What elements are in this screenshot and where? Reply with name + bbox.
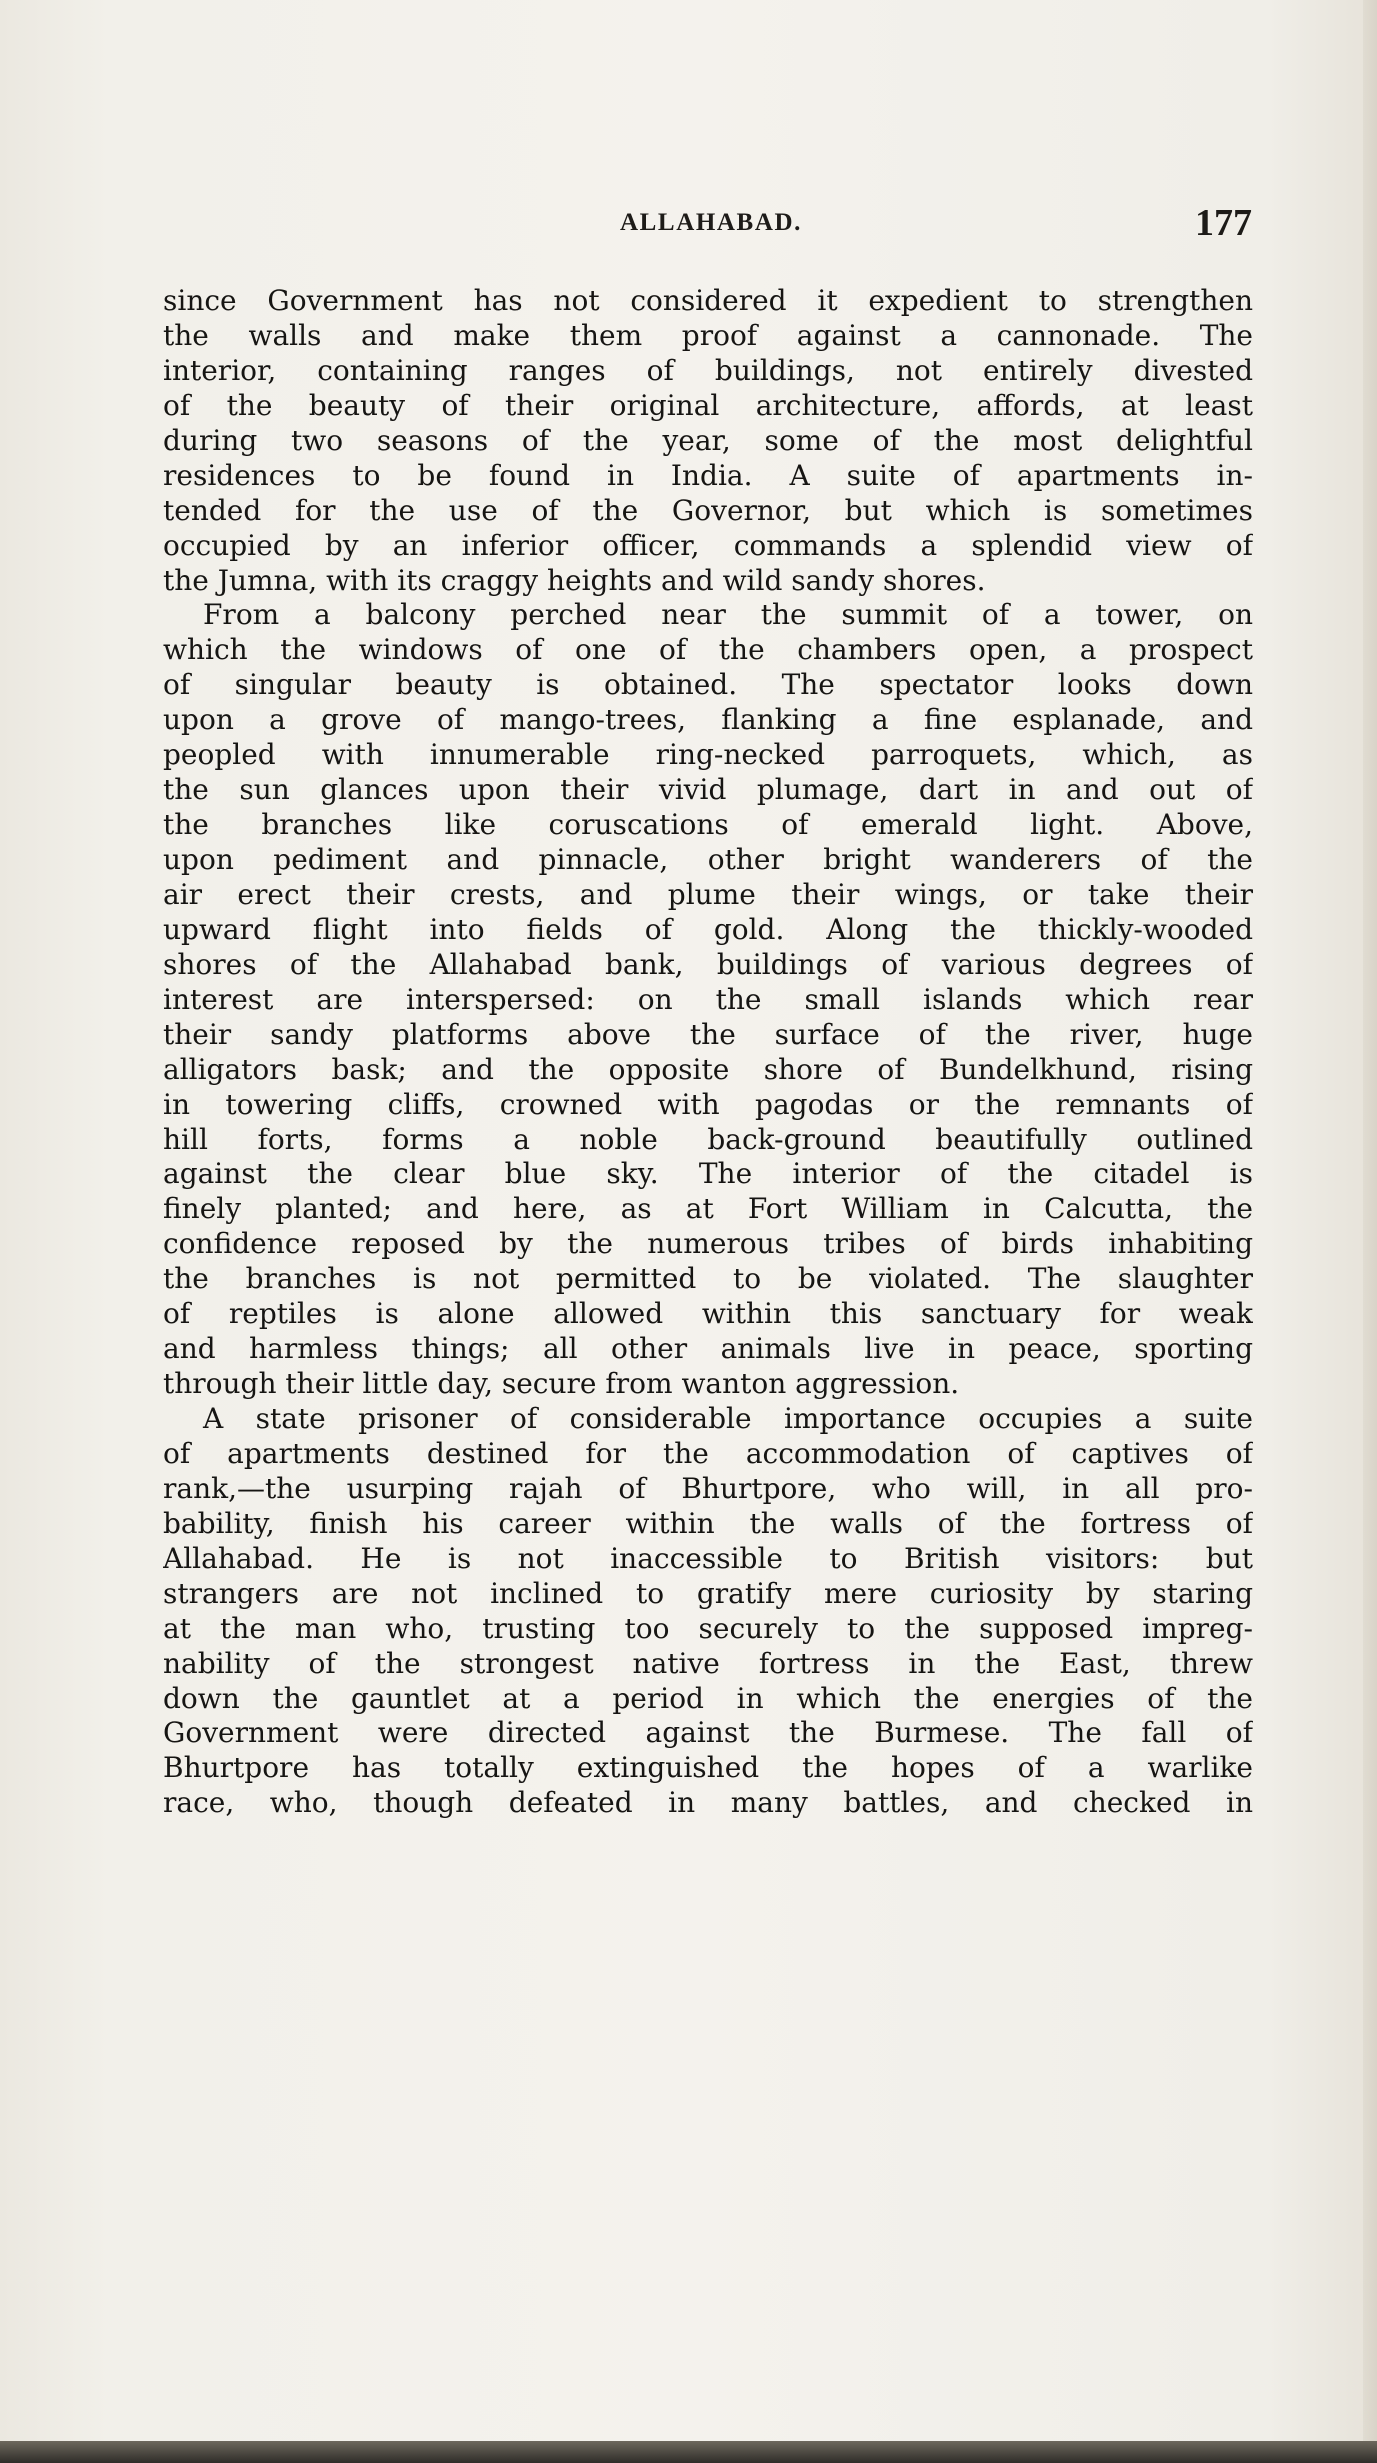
text-line: peopled with innumerable ring-necked parroquets, which, as <box>163 738 1253 772</box>
text-line: during two seasons of the year, some of the most delightful <box>163 423 1253 457</box>
body-text <box>163 284 1253 2124</box>
page-number: 177 <box>1195 202 1252 244</box>
text-line: upward flight into fields of gold. Along the thickly-wooded <box>163 912 1253 946</box>
text-line: of reptiles is alone allowed within this sanctuary for weak <box>163 1297 1253 1331</box>
text-line: confidence reposed by the numerous tribes of birds inhabiting <box>163 1227 1253 1261</box>
text-line: the branches like coruscations of emerald light. Above, <box>163 808 1253 842</box>
paragraph-end-line: through their little day, secure from wanton aggression. <box>163 1367 960 1401</box>
text-line: their sandy platforms above the surface of the river, huge <box>163 1017 1253 1051</box>
paragraph-end-line: the Jumna, with its craggy heights and wild sandy shores. <box>163 563 986 597</box>
text-line: race, who, though defeated in many battles, and checked in <box>163 1786 1253 1820</box>
text-line: the sun glances upon their vivid plumage, dart in and out of <box>163 773 1253 807</box>
text-line: finely planted; and here, as at Fort William in Calcutta, the <box>163 1192 1253 1226</box>
paragraph-start-line: A state prisoner of considerable importance occupies a suite <box>203 1402 1253 1435</box>
text-line: the branches is not permitted to be violated. The slaughter <box>163 1262 1253 1296</box>
text-line: in towering cliffs, crowned with pagodas or the remnants of <box>163 1087 1253 1121</box>
paragraph-start-line: From a balcony perched near the summit of a tower, on <box>203 598 1253 632</box>
text-line: which the windows of one of the chambers open, a prospect <box>163 633 1253 667</box>
text-line: upon a grove of mango-trees, flanking a fine esplanade, and <box>163 703 1253 737</box>
text-line: nability of the strongest native fortress in the East, threw <box>163 1646 1253 1680</box>
text-line: down the gauntlet at a period in which the energies of the <box>163 1681 1253 1715</box>
text-line: of the beauty of their original architecture, affords, at least <box>163 388 1253 422</box>
text-line: interest are interspersed: on the small islands which rear <box>163 982 1253 1016</box>
text-line: residences to be found in India. A suite of apartments in- <box>163 458 1253 492</box>
text-line: bability, finish his career within the walls of the fortress of <box>163 1506 1253 1540</box>
text-line: alligators bask; and the opposite shore of Bundelkhund, rising <box>163 1052 1253 1086</box>
text-line: strangers are not inclined to gratify mere curiosity by staring <box>163 1576 1253 1610</box>
text-line: the walls and make them proof against a cannonade. The <box>163 318 1253 352</box>
text-line: and harmless things; all other animals live in peace, sporting <box>163 1332 1253 1366</box>
text-line: Government were directed against the Burmese. The fall of <box>163 1716 1253 1750</box>
text-line: Allahabad. He is not inaccessible to British visitors: but <box>163 1541 1253 1575</box>
page-edge-shadow <box>1363 0 1377 2463</box>
text-line: air erect their crests, and plume their wings, or take their <box>163 877 1253 911</box>
text-line: occupied by an inferior officer, commands a splendid view of <box>163 528 1253 562</box>
text-line: at the man who, trusting too securely to the supposed impreg- <box>163 1611 1253 1645</box>
text-line: of singular beauty is obtained. The spectator looks down <box>163 668 1253 702</box>
page-bottom-shadow <box>0 2441 1377 2463</box>
text-line: against the clear blue sky. The interior of the citadel is <box>163 1157 1253 1191</box>
text-line: Bhurtpore has totally extinguished the hopes of a warlike <box>163 1751 1253 1785</box>
running-head <box>170 202 1252 257</box>
text-line: shores of the Allahabad bank, buildings of various degrees of <box>163 947 1253 981</box>
text-line: since Government has not considered it expedient to strengthen <box>163 284 1253 317</box>
page-title: ALLAHABAD. <box>620 209 802 236</box>
text-line: upon pediment and pinnacle, other bright wanderers of the <box>163 843 1253 876</box>
text-line: interior, containing ranges of buildings, not entirely divested <box>163 353 1253 387</box>
text-line: rank,—the usurping rajah of Bhurtpore, who will, in all pro- <box>163 1471 1253 1505</box>
text-line: hill forts, forms a noble back-ground beautifully outlined <box>163 1122 1253 1156</box>
text-line: tended for the use of the Governor, but which is sometimes <box>163 493 1253 527</box>
text-line: of apartments destined for the accommodation of captives of <box>163 1436 1253 1470</box>
